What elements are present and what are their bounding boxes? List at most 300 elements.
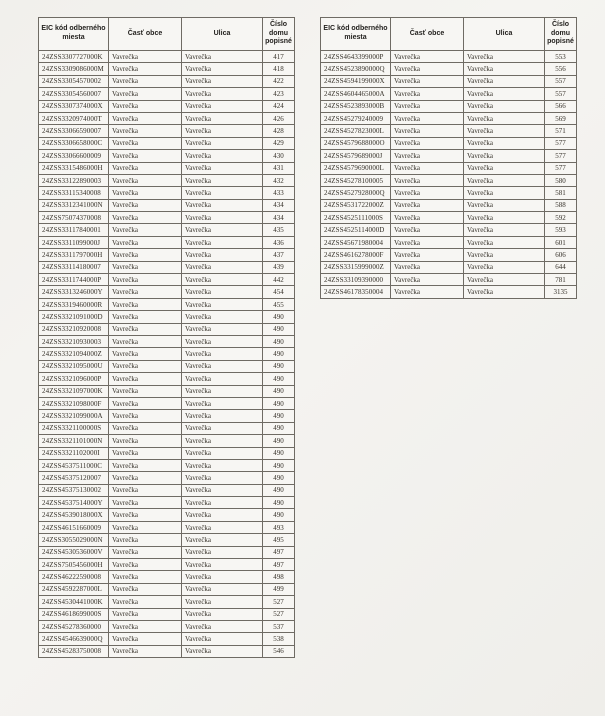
- town-cell: Vavrečka: [109, 435, 182, 447]
- street-cell: Vavrečka: [182, 571, 263, 583]
- eic-code-cell: 24ZSS3315486000H: [39, 162, 109, 174]
- eic-code-cell: 24ZSS4523893000B: [321, 100, 391, 112]
- eic-code-cell: 24ZSS4618699000S: [39, 608, 109, 620]
- table-row: [321, 100, 577, 112]
- table-row: [321, 199, 577, 211]
- town-cell: Vavrečka: [109, 249, 182, 261]
- street-cell: Vavrečka: [182, 472, 263, 484]
- town-cell: Vavrečka: [109, 298, 182, 310]
- eic-code-cell: 24ZSS45278100005: [321, 174, 391, 186]
- town-column-header: Časť obce: [109, 18, 182, 51]
- street-cell: Vavrečka: [182, 385, 263, 397]
- eic-code-cell: 24ZSS46178350004: [321, 286, 391, 298]
- street-cell: Vavrečka: [182, 484, 263, 496]
- house-number-cell: 454: [263, 286, 295, 298]
- house-number-cell: 527: [263, 608, 295, 620]
- house-number-cell: 497: [263, 559, 295, 571]
- street-cell: Vavrečka: [182, 410, 263, 422]
- house-number-cell: 537: [263, 620, 295, 632]
- eic-code-cell: 24ZSS4594199000X: [321, 75, 391, 87]
- eic-code-cell: 24ZSS4537511000C: [39, 459, 109, 471]
- town-cell: Vavrečka: [109, 546, 182, 558]
- town-cell: Vavrečka: [109, 162, 182, 174]
- street-cell: Vavrečka: [182, 360, 263, 372]
- table-row: [321, 174, 577, 186]
- town-cell: Vavrečka: [109, 75, 182, 87]
- eic-code-cell: 24ZSS3321095000U: [39, 360, 109, 372]
- town-cell: Vavrečka: [109, 360, 182, 372]
- table-row: [39, 112, 295, 124]
- street-cell: Vavrečka: [182, 546, 263, 558]
- street-cell: Vavrečka: [182, 608, 263, 620]
- street-cell: Vavrečka: [182, 397, 263, 409]
- town-cell: Vavrečka: [109, 422, 182, 434]
- eic-code-cell: 24ZSS3306658000C: [39, 137, 109, 149]
- eic-code-cell: 24ZSS4527928000Q: [321, 187, 391, 199]
- town-cell: Vavrečka: [109, 187, 182, 199]
- eic-code-cell: 24ZSS45375130002: [39, 484, 109, 496]
- eic-code-cell: 24ZSS33114180007: [39, 261, 109, 273]
- table-row: [39, 373, 295, 385]
- town-cell: Vavrečka: [391, 125, 464, 137]
- eic-code-cell: 24ZSS46151660009: [39, 521, 109, 533]
- town-cell: Vavrečka: [391, 162, 464, 174]
- town-cell: Vavrečka: [391, 100, 464, 112]
- eic-code-cell: 24ZSS75074370008: [39, 212, 109, 224]
- street-cell: Vavrečka: [464, 162, 545, 174]
- street-cell: Vavrečka: [182, 311, 263, 323]
- table-row: [321, 236, 577, 248]
- street-cell: Vavrečka: [182, 199, 263, 211]
- town-cell: Vavrečka: [109, 596, 182, 608]
- street-cell: Vavrečka: [182, 447, 263, 459]
- street-cell: Vavrečka: [464, 286, 545, 298]
- house-number-cell: 423: [263, 88, 295, 100]
- house-number-cell: 490: [263, 385, 295, 397]
- street-cell: Vavrečka: [464, 199, 545, 211]
- eic-code-cell: 24ZSS4537514000Y: [39, 497, 109, 509]
- town-cell: Vavrečka: [109, 397, 182, 409]
- house-number-cell: 577: [545, 137, 577, 149]
- house-number-cell: 417: [263, 51, 295, 63]
- town-cell: Vavrečka: [391, 286, 464, 298]
- town-cell: Vavrečka: [391, 51, 464, 63]
- table-row: [321, 187, 577, 199]
- table-row: [39, 323, 295, 335]
- street-column-header: Ulica: [464, 18, 545, 51]
- table-row: [321, 274, 577, 286]
- house-number-cell: 571: [545, 125, 577, 137]
- town-cell: Vavrečka: [391, 63, 464, 75]
- house-number-cell: 429: [263, 137, 295, 149]
- town-cell: Vavrečka: [109, 472, 182, 484]
- town-cell: Vavrečka: [109, 645, 182, 657]
- street-cell: Vavrečka: [182, 435, 263, 447]
- street-cell: Vavrečka: [182, 51, 263, 63]
- house-number-cell: 601: [545, 236, 577, 248]
- town-cell: Vavrečka: [391, 249, 464, 261]
- street-cell: Vavrečka: [182, 509, 263, 521]
- town-cell: Vavrečka: [109, 174, 182, 186]
- town-cell: Vavrečka: [109, 484, 182, 496]
- house-number-cell: 442: [263, 274, 295, 286]
- table-row: [321, 63, 577, 75]
- house-number-cell: 569: [545, 112, 577, 124]
- eic-code-cell: 24ZSS33109390000: [321, 274, 391, 286]
- eic-code-cell: 24ZSS46222590008: [39, 571, 109, 583]
- town-cell: Vavrečka: [391, 137, 464, 149]
- house-number-cell: 3135: [545, 286, 577, 298]
- house-number-cell: 498: [263, 571, 295, 583]
- table-row: [39, 286, 295, 298]
- table-row: [39, 484, 295, 496]
- town-cell: Vavrečka: [109, 212, 182, 224]
- town-cell: Vavrečka: [109, 335, 182, 347]
- town-cell: Vavrečka: [109, 63, 182, 75]
- town-cell: Vavrečka: [109, 125, 182, 137]
- eic-code-cell: 24ZSS33054560007: [39, 88, 109, 100]
- street-cell: Vavrečka: [182, 534, 263, 546]
- town-cell: Vavrečka: [391, 212, 464, 224]
- town-cell: Vavrečka: [109, 459, 182, 471]
- table-row: [39, 509, 295, 521]
- street-cell: Vavrečka: [182, 559, 263, 571]
- town-cell: Vavrečka: [109, 583, 182, 595]
- house-number-cell: 527: [263, 596, 295, 608]
- house-number-cell: 490: [263, 509, 295, 521]
- table-row: [321, 137, 577, 149]
- street-cell: Vavrečka: [464, 224, 545, 236]
- table-header-row: [321, 18, 577, 51]
- street-cell: Vavrečka: [182, 261, 263, 273]
- table-row: [39, 521, 295, 533]
- house-number-cell: 434: [263, 199, 295, 211]
- house-number-cell: 439: [263, 261, 295, 273]
- house-number-cell: 557: [545, 88, 577, 100]
- town-cell: Vavrečka: [109, 224, 182, 236]
- town-cell: Vavrečka: [391, 236, 464, 248]
- street-cell: Vavrečka: [464, 112, 545, 124]
- eic-code-cell: 24ZSS3307727000K: [39, 51, 109, 63]
- eic-code-column-header: EIC kód odberného miesta: [39, 18, 109, 51]
- table-row: [39, 608, 295, 620]
- house-number-cell: 432: [263, 174, 295, 186]
- table-row: [39, 435, 295, 447]
- table-row: [39, 249, 295, 261]
- eic-code-cell: 24ZSS33115340008: [39, 187, 109, 199]
- town-cell: Vavrečka: [109, 261, 182, 273]
- street-cell: Vavrečka: [182, 137, 263, 149]
- table-row: [39, 51, 295, 63]
- eic-code-cell: 24ZSS3309086000M: [39, 63, 109, 75]
- town-cell: Vavrečka: [109, 88, 182, 100]
- table-row: [39, 63, 295, 75]
- house-number-cell: 588: [545, 199, 577, 211]
- town-cell: Vavrečka: [109, 571, 182, 583]
- street-cell: Vavrečka: [182, 497, 263, 509]
- table-row: [39, 187, 295, 199]
- house-number-cell: 418: [263, 63, 295, 75]
- eic-table-left: [38, 17, 295, 658]
- eic-code-cell: 24ZSS3055029000N: [39, 534, 109, 546]
- street-cell: Vavrečka: [182, 633, 263, 645]
- town-cell: Vavrečka: [109, 447, 182, 459]
- table-row: [39, 212, 295, 224]
- house-number-cell: 495: [263, 534, 295, 546]
- house-number-cell: 437: [263, 249, 295, 261]
- table-header-row: [39, 18, 295, 51]
- eic-code-cell: 24ZSS3321100000S: [39, 422, 109, 434]
- table-row: [39, 559, 295, 571]
- house-number-cell: 566: [545, 100, 577, 112]
- street-cell: Vavrečka: [464, 150, 545, 162]
- table-row: [39, 546, 295, 558]
- house-number-cell: 490: [263, 447, 295, 459]
- eic-code-cell: 24ZSS4604465000A: [321, 88, 391, 100]
- eic-code-cell: 24ZSS3307374000X: [39, 100, 109, 112]
- table-row: [39, 422, 295, 434]
- house-number-column-header: Číslo domu popisné: [545, 18, 577, 51]
- table-row: [39, 150, 295, 162]
- town-cell: Vavrečka: [109, 323, 182, 335]
- table-row: [39, 497, 295, 509]
- town-cell: Vavrečka: [109, 286, 182, 298]
- town-cell: Vavrečka: [109, 311, 182, 323]
- street-cell: Vavrečka: [464, 249, 545, 261]
- house-number-cell: 499: [263, 583, 295, 595]
- table-row: [321, 224, 577, 236]
- street-cell: Vavrečka: [182, 620, 263, 632]
- street-cell: Vavrečka: [182, 286, 263, 298]
- town-cell: Vavrečka: [391, 261, 464, 273]
- table-row: [321, 75, 577, 87]
- table-row: [39, 137, 295, 149]
- town-cell: Vavrečka: [109, 509, 182, 521]
- eic-code-cell: 24ZSS4539018000X: [39, 509, 109, 521]
- eic-code-cell: 24ZSS4579689000J: [321, 150, 391, 162]
- table-row: [39, 410, 295, 422]
- house-number-cell: 422: [263, 75, 295, 87]
- table-row: [39, 596, 295, 608]
- eic-code-cell: 24ZSS4643399000P: [321, 51, 391, 63]
- eic-code-cell: 24ZSS3315999000Z: [321, 261, 391, 273]
- eic-code-cell: 24ZSS4525114000D: [321, 224, 391, 236]
- house-number-cell: 435: [263, 224, 295, 236]
- table-row: [39, 335, 295, 347]
- house-number-cell: 493: [263, 521, 295, 533]
- eic-code-cell: 24ZSS45671980004: [321, 236, 391, 248]
- house-number-cell: 490: [263, 323, 295, 335]
- town-cell: Vavrečka: [109, 137, 182, 149]
- street-cell: Vavrečka: [182, 125, 263, 137]
- street-cell: Vavrečka: [464, 75, 545, 87]
- house-number-cell: 433: [263, 187, 295, 199]
- table-row: [39, 360, 295, 372]
- street-cell: Vavrečka: [182, 596, 263, 608]
- table-row: [39, 199, 295, 211]
- house-number-cell: 426: [263, 112, 295, 124]
- eic-code-cell: 24ZSS3311744000P: [39, 274, 109, 286]
- town-cell: Vavrečka: [391, 199, 464, 211]
- house-number-cell: 497: [263, 546, 295, 558]
- house-number-cell: 644: [545, 261, 577, 273]
- house-number-cell: 434: [263, 212, 295, 224]
- street-cell: Vavrečka: [182, 521, 263, 533]
- eic-table-right: [320, 17, 577, 299]
- house-number-cell: 455: [263, 298, 295, 310]
- table-row: [39, 397, 295, 409]
- town-cell: Vavrečka: [391, 274, 464, 286]
- house-number-cell: 556: [545, 63, 577, 75]
- table-row: [321, 286, 577, 298]
- town-cell: Vavrečka: [109, 559, 182, 571]
- table-row: [39, 162, 295, 174]
- eic-code-cell: 24ZSS45283750008: [39, 645, 109, 657]
- table-row: [321, 162, 577, 174]
- table-row: [39, 311, 295, 323]
- house-number-cell: 490: [263, 484, 295, 496]
- table-row: [39, 571, 295, 583]
- street-column-header: Ulica: [182, 18, 263, 51]
- eic-code-cell: 24ZSS4530441000K: [39, 596, 109, 608]
- street-cell: Vavrečka: [182, 249, 263, 261]
- street-cell: Vavrečka: [182, 323, 263, 335]
- street-cell: Vavrečka: [182, 174, 263, 186]
- eic-code-cell: 24ZSS3311099000J: [39, 236, 109, 248]
- house-number-cell: 546: [263, 645, 295, 657]
- street-cell: Vavrečka: [464, 187, 545, 199]
- town-cell: Vavrečka: [391, 75, 464, 87]
- street-cell: Vavrečka: [182, 583, 263, 595]
- table-row: [321, 88, 577, 100]
- street-cell: Vavrečka: [182, 298, 263, 310]
- street-cell: Vavrečka: [182, 187, 263, 199]
- table-row: [39, 583, 295, 595]
- house-number-cell: 490: [263, 472, 295, 484]
- house-number-cell: 557: [545, 75, 577, 87]
- house-number-cell: 592: [545, 212, 577, 224]
- eic-code-cell: 24ZSS3320974000T: [39, 112, 109, 124]
- house-number-cell: 490: [263, 459, 295, 471]
- street-cell: Vavrečka: [182, 348, 263, 360]
- table-row: [39, 459, 295, 471]
- street-cell: Vavrečka: [464, 88, 545, 100]
- town-column-header: Časť obce: [391, 18, 464, 51]
- town-cell: Vavrečka: [109, 100, 182, 112]
- table-row: [39, 385, 295, 397]
- street-cell: Vavrečka: [464, 137, 545, 149]
- eic-code-cell: 24ZSS3313246000Y: [39, 286, 109, 298]
- house-number-cell: 436: [263, 236, 295, 248]
- street-cell: Vavrečka: [464, 174, 545, 186]
- street-cell: Vavrečka: [182, 645, 263, 657]
- eic-code-cell: 24ZSS3321099000A: [39, 410, 109, 422]
- eic-code-cell: 24ZSS33066600009: [39, 150, 109, 162]
- eic-code-cell: 24ZSS33210920008: [39, 323, 109, 335]
- house-number-cell: 490: [263, 335, 295, 347]
- eic-code-cell: 24ZSS4546639000Q: [39, 633, 109, 645]
- street-cell: Vavrečka: [464, 261, 545, 273]
- table-row: [39, 100, 295, 112]
- table-row: [39, 75, 295, 87]
- house-number-cell: 430: [263, 150, 295, 162]
- house-number-cell: 428: [263, 125, 295, 137]
- table-row: [39, 236, 295, 248]
- street-cell: Vavrečka: [464, 274, 545, 286]
- street-cell: Vavrečka: [464, 63, 545, 75]
- town-cell: Vavrečka: [391, 112, 464, 124]
- eic-code-cell: 24ZSS7505456000H: [39, 559, 109, 571]
- eic-code-cell: 24ZSS33122890003: [39, 174, 109, 186]
- table-row: [39, 472, 295, 484]
- table-row: [39, 261, 295, 273]
- town-cell: Vavrečka: [109, 497, 182, 509]
- eic-code-cell: 24ZSS3311797000H: [39, 249, 109, 261]
- table-row: [39, 348, 295, 360]
- table-row: [39, 645, 295, 657]
- street-cell: Vavrečka: [182, 224, 263, 236]
- street-cell: Vavrečka: [182, 422, 263, 434]
- street-cell: Vavrečka: [182, 236, 263, 248]
- house-number-cell: 553: [545, 51, 577, 63]
- table-row: [321, 150, 577, 162]
- eic-code-cell: 24ZSS3321097000K: [39, 385, 109, 397]
- street-cell: Vavrečka: [182, 459, 263, 471]
- street-cell: Vavrečka: [182, 88, 263, 100]
- eic-code-cell: 24ZSS4579690000L: [321, 162, 391, 174]
- street-cell: Vavrečka: [182, 100, 263, 112]
- town-cell: Vavrečka: [391, 224, 464, 236]
- house-number-cell: 577: [545, 150, 577, 162]
- table-row: [39, 274, 295, 286]
- town-cell: Vavrečka: [109, 608, 182, 620]
- town-cell: Vavrečka: [109, 199, 182, 211]
- table-row: [39, 88, 295, 100]
- table-row: [39, 534, 295, 546]
- town-cell: Vavrečka: [109, 236, 182, 248]
- street-cell: Vavrečka: [182, 150, 263, 162]
- street-cell: Vavrečka: [182, 112, 263, 124]
- eic-code-cell: 24ZSS4579688000O: [321, 137, 391, 149]
- table-row: [321, 51, 577, 63]
- street-cell: Vavrečka: [464, 125, 545, 137]
- town-cell: Vavrečka: [391, 88, 464, 100]
- eic-code-cell: 24ZSS4523890000Q: [321, 63, 391, 75]
- house-number-cell: 490: [263, 360, 295, 372]
- street-cell: Vavrečka: [464, 212, 545, 224]
- street-cell: Vavrečka: [182, 274, 263, 286]
- town-cell: Vavrečka: [109, 620, 182, 632]
- house-number-cell: 490: [263, 348, 295, 360]
- town-cell: Vavrečka: [109, 410, 182, 422]
- town-cell: Vavrečka: [109, 51, 182, 63]
- town-cell: Vavrečka: [109, 112, 182, 124]
- house-number-cell: 606: [545, 249, 577, 261]
- town-cell: Vavrečka: [109, 150, 182, 162]
- street-cell: Vavrečka: [182, 162, 263, 174]
- table-row: [321, 261, 577, 273]
- house-number-cell: 490: [263, 373, 295, 385]
- town-cell: Vavrečka: [391, 150, 464, 162]
- table-row: [39, 620, 295, 632]
- eic-code-cell: 24ZSS3312341000N: [39, 199, 109, 211]
- table-row: [321, 125, 577, 137]
- street-cell: Vavrečka: [182, 373, 263, 385]
- eic-code-cell: 24ZSS4531722000Z: [321, 199, 391, 211]
- house-number-cell: 490: [263, 397, 295, 409]
- eic-code-cell: 24ZSS3321096000P: [39, 373, 109, 385]
- eic-code-cell: 24ZSS33066590007: [39, 125, 109, 137]
